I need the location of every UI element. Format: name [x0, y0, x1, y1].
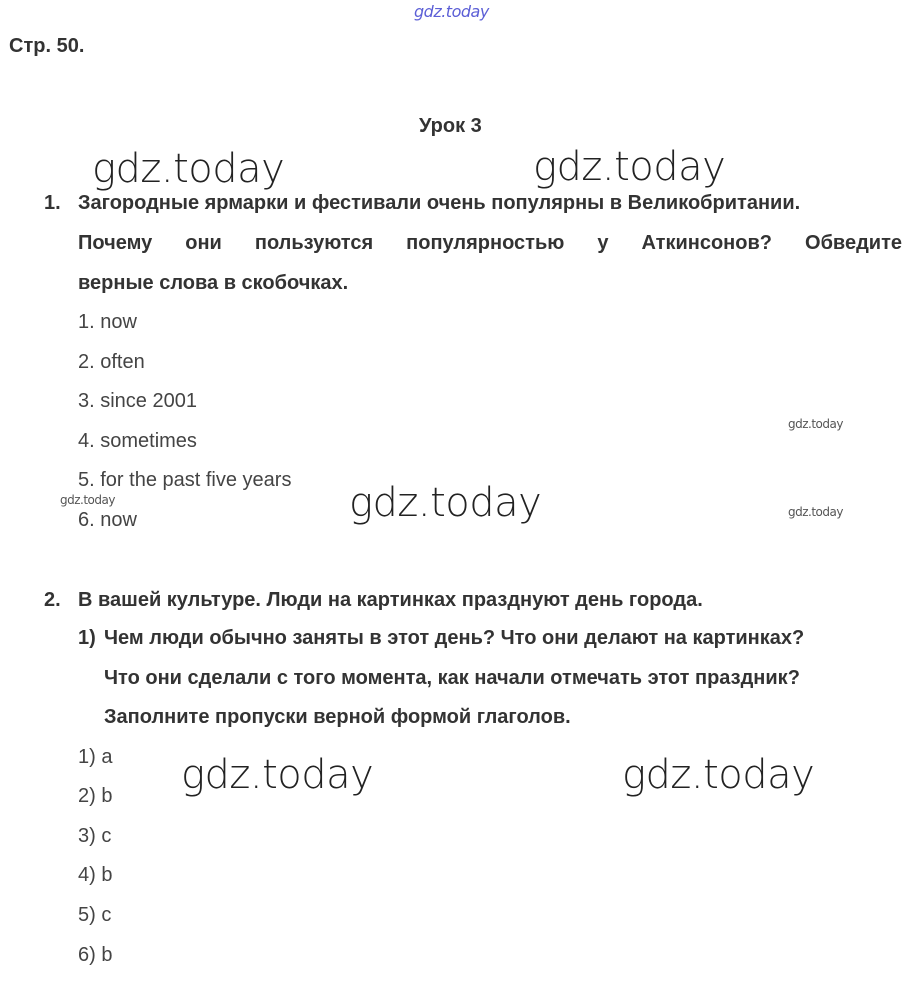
watermark-big: gdz.today — [349, 480, 542, 526]
task-2-answer: 5) c — [78, 904, 112, 926]
task-2-number: 2. — [44, 589, 61, 611]
task-2-answer: 1) a — [78, 746, 113, 768]
watermark-big: gdz.today — [622, 752, 815, 798]
task-1-answer: 1. now — [78, 311, 137, 333]
task-2-subline: Что они сделали с того момента, как начали отмечать этот праздник? — [104, 667, 800, 689]
task-2-answer: 2) b — [78, 785, 113, 807]
task-2-intro: В вашей культуре. Люди на картинках празднуют день города. — [78, 589, 703, 611]
watermark-small: gdz.today — [788, 505, 843, 519]
task-2-subline: Заполните пропуски верной формой глаголов. — [104, 706, 571, 728]
task-1-line: Почему они пользуются популярностью у Аткинсонов? Обведите — [78, 232, 902, 254]
task-1-number: 1. — [44, 192, 61, 214]
watermark-big: gdz.today — [181, 752, 374, 798]
task-2-answer: 3) c — [78, 825, 112, 847]
task-1-answer: 6. now — [78, 509, 137, 531]
task-2-subnumber: 1) — [78, 627, 96, 649]
task-1-answer: 5. for the past five years — [78, 469, 292, 491]
task-1-line: Загородные ярмарки и фестивали очень популярны в Великобритании. — [78, 192, 801, 214]
task-2-answer: 6) b — [78, 944, 113, 966]
watermark-small: gdz.today — [788, 417, 843, 431]
watermark-top: gdz.today — [414, 2, 489, 21]
watermark-big: gdz.today — [92, 146, 285, 192]
task-1-answer: 4. sometimes — [78, 430, 197, 452]
task-1-answer: 3. since 2001 — [78, 390, 197, 412]
task-2-subline: Чем люди обычно заняты в этот день? Что они делают на картинках? — [104, 627, 805, 649]
page-number: Стр. 50. — [9, 35, 85, 57]
task-1-answer: 2. often — [78, 351, 145, 373]
lesson-title: Урок 3 — [419, 115, 482, 137]
watermark-small: gdz.today — [60, 493, 115, 507]
task-2-answer: 4) b — [78, 864, 113, 886]
task-1-line: верные слова в скобочках. — [78, 272, 349, 294]
watermark-big: gdz.today — [533, 144, 726, 190]
